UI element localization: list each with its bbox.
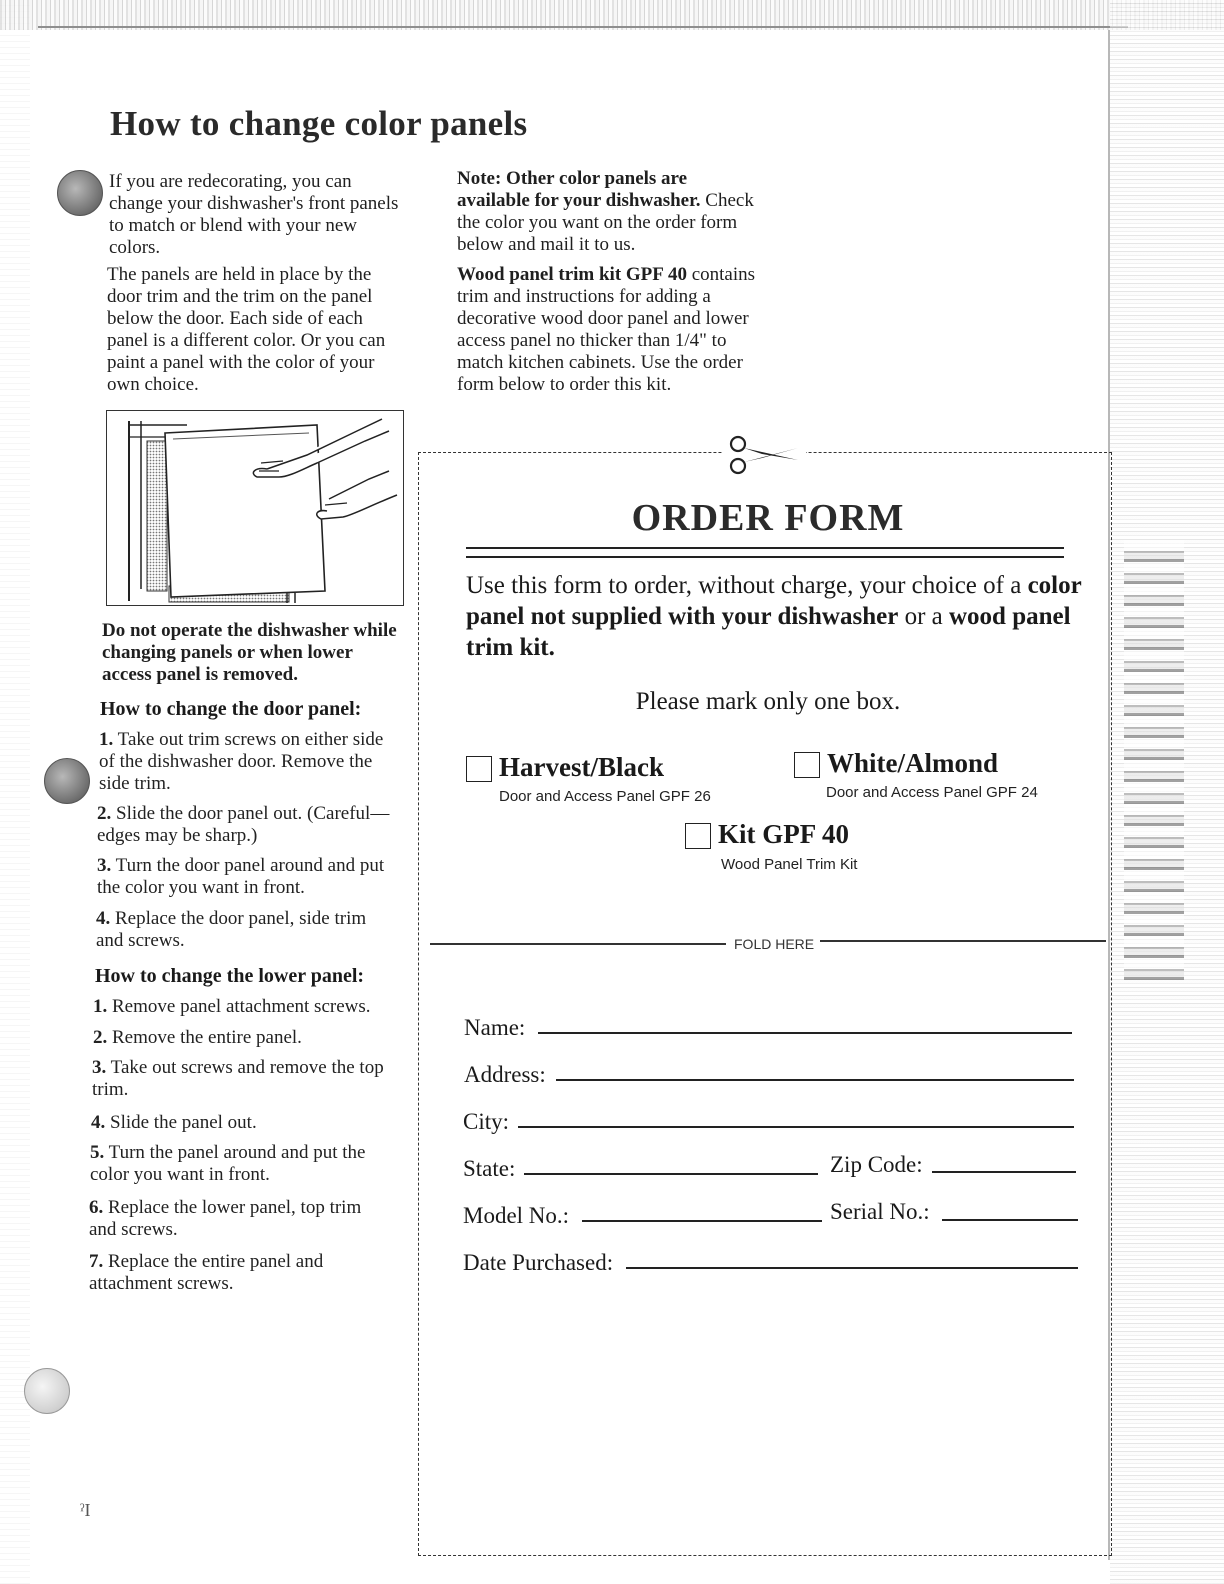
serial-field[interactable] <box>942 1219 1078 1221</box>
intro-emphasis: color panel not supplied with your dishwasher <box>466 572 1082 630</box>
step-number: 5. <box>90 1142 105 1163</box>
binder-hole-icon <box>57 170 103 216</box>
order-form-intro <box>466 570 1086 663</box>
zip-label: Zip Code: <box>830 1152 923 1177</box>
state-label: State: <box>463 1156 516 1181</box>
note-heading: Note: Other color panels are available for your dishwasher. <box>457 168 701 211</box>
option-title: Kit GPF 40 <box>718 819 849 849</box>
binder-hole-icon <box>44 758 90 804</box>
intro-paragraph-1: If you are redecorating, you can change your dishwasher's front panels to match or blend with your new colors. <box>109 171 399 258</box>
panel-illustration <box>106 410 404 606</box>
kit-heading: Wood panel trim kit GPF 40 <box>457 264 687 285</box>
step-text: Remove the entire panel. <box>112 1027 302 1048</box>
intro-text: or a <box>898 603 949 630</box>
lower-step <box>91 1112 396 1134</box>
door-panel-heading: How to change the door panel: <box>100 698 362 720</box>
hands-sliding-panel-icon <box>107 411 403 605</box>
step-number: 6. <box>89 1197 104 1218</box>
step-text: Replace the entire panel and attachment screws. <box>89 1251 324 1294</box>
kit-text: contains trim and instructions for adding a decorative wood door panel and lower access panel no thicker than 1/4" to match kitchen cabinets. Use the order form below to order this kit. <box>457 264 756 395</box>
step-text: Take out screws and remove the top trim. <box>92 1057 384 1100</box>
option-subtitle: Door and Access Panel GPF 26 <box>499 788 711 805</box>
safety-warning: Do not operate the dishwasher while changing panels or when lower access panel is removed. <box>102 620 397 685</box>
page-title: How to change color panels <box>110 104 528 143</box>
binder-hole-icon <box>24 1368 70 1414</box>
door-step <box>97 855 397 899</box>
step-number: 4. <box>96 908 111 929</box>
title-rule <box>466 547 1064 558</box>
step-text: Remove panel attachment screws. <box>112 996 371 1017</box>
lower-panel-heading: How to change the lower panel: <box>95 965 365 987</box>
name-label: Name: <box>464 1015 526 1040</box>
door-step <box>97 803 397 847</box>
date-purchased-label: Date Purchased: <box>463 1250 614 1275</box>
option-subtitle: Door and Access Panel GPF 24 <box>826 784 1038 801</box>
model-label: Model No.: <box>463 1203 570 1228</box>
state-field[interactable] <box>524 1173 818 1175</box>
lower-step <box>93 1027 403 1049</box>
city-label: City: <box>463 1109 510 1134</box>
address-label: Address: <box>464 1062 546 1087</box>
lower-step <box>89 1197 379 1241</box>
serial-label: Serial No.: <box>830 1199 930 1224</box>
intro-emphasis: wood panel trim kit. <box>466 603 1071 661</box>
lower-step <box>92 1057 397 1101</box>
step-text: Replace the lower panel, top trim and screws. <box>89 1197 362 1240</box>
name-field[interactable] <box>538 1032 1072 1034</box>
scan-top-line <box>38 26 1128 28</box>
city-field[interactable] <box>518 1126 1074 1128</box>
step-text: Take out trim screws on either side of the dishwasher door. Remove the side trim. <box>99 729 384 794</box>
option-subtitle: Wood Panel Trim Kit <box>721 856 858 873</box>
option-title: Harvest/Black <box>499 752 664 782</box>
note-text: Check the color you want on the order form below and mail it to us. <box>457 190 754 255</box>
step-text: Turn the door panel around and put the color you want in front. <box>97 855 385 898</box>
step-number: 1. <box>93 996 108 1017</box>
order-instruction: Please mark only one box. <box>635 688 901 715</box>
note-block <box>457 168 757 256</box>
step-number: 4. <box>91 1112 106 1133</box>
intro-text: Use this form to order, without charge, your choice of a <box>466 572 1028 599</box>
page-number: ˀI <box>80 1500 91 1520</box>
intro-paragraph-2: The panels are held in place by the door trim and the trim on the panel below the door. Each side of each panel is a different color. Or you can paint a panel with the color of your own choice. <box>107 264 386 395</box>
fold-line-left <box>430 943 726 945</box>
door-step <box>99 729 399 795</box>
step-number: 7. <box>89 1251 104 1272</box>
step-number: 3. <box>92 1057 107 1078</box>
lower-step <box>89 1251 379 1295</box>
model-field[interactable] <box>582 1220 822 1222</box>
fold-here-label: FOLD HERE <box>734 936 815 952</box>
step-text: Replace the door panel, side trim and screws. <box>96 908 367 951</box>
harvest-black-checkbox[interactable] <box>466 756 492 782</box>
order-form-title: ORDER FORM <box>631 497 905 539</box>
step-text: Slide the door panel out. (Careful—edges may be sharp.) <box>97 803 390 846</box>
scissors-icon <box>722 432 806 478</box>
step-text: Slide the panel out. <box>110 1112 257 1133</box>
lower-step <box>93 996 403 1018</box>
fold-line-right <box>820 940 1106 942</box>
step-text: Turn the panel around and put the color you want in front. <box>90 1142 366 1185</box>
step-number: 1. <box>99 729 114 750</box>
step-number: 2. <box>93 1027 108 1048</box>
kit-block <box>457 264 757 396</box>
scan-left-edge <box>0 0 30 1584</box>
zip-field[interactable] <box>932 1171 1076 1173</box>
kit-gpf40-checkbox[interactable] <box>685 823 711 849</box>
white-almond-checkbox[interactable] <box>794 752 820 778</box>
step-number: 2. <box>97 803 112 824</box>
date-purchased-field[interactable] <box>626 1267 1078 1269</box>
lower-step <box>90 1142 390 1186</box>
step-number: 3. <box>97 855 112 876</box>
option-title: White/Almond <box>827 748 999 778</box>
door-step <box>96 908 396 952</box>
scan-right-marks <box>1124 540 1184 980</box>
address-field[interactable] <box>556 1079 1074 1081</box>
